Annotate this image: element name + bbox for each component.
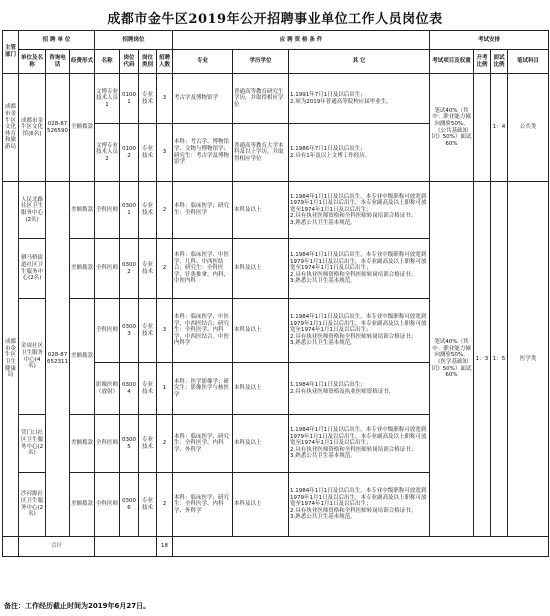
post-name-cell: 全科医师 bbox=[95, 415, 120, 473]
page-title: 成都市金牛区2019年公开招聘事业单位工作人员岗位表 bbox=[107, 12, 443, 27]
post-code-cell: 03006 bbox=[120, 473, 139, 537]
subject-cell: 医学类 bbox=[508, 182, 549, 537]
dept-cell: 成都市金牛区文化体育和旅游局 bbox=[3, 74, 19, 182]
edu-cell: 普通高等教育研究生学历，并取得相应学位 bbox=[233, 74, 289, 124]
header-fund: 经费形式 bbox=[70, 50, 95, 74]
post-code-cell: 03004 bbox=[120, 363, 139, 415]
header-dept: 主管部门 bbox=[3, 31, 19, 74]
header-post-type: 岗位类别 bbox=[139, 50, 157, 74]
major-cell: 本科：临床医学、中医学、中西医结合；研究生：全科医学、内科学、中西医结合、中医内科学 bbox=[173, 299, 233, 363]
post-code-cell: 03003 bbox=[120, 299, 139, 363]
post-type-cell: 专业技术 bbox=[139, 363, 157, 415]
post-type-cell: 专业技术 bbox=[139, 299, 157, 363]
count-cell: 3 bbox=[157, 124, 173, 182]
header-ratio1: 开考比例 bbox=[474, 50, 491, 74]
post-type-cell: 专业技术 bbox=[139, 124, 157, 182]
fund-cell: 差额拨款 bbox=[70, 299, 95, 415]
other-cell: 1.1984年1月1日及以后出生，本专业中级职称可放宽到1979年1月1日及以后出生，本专业副高及以上职称可放宽至1974年1月1日及以后出生； 2.具有执业医师资格和全科医师转岗培训合格证书； 3.熟悉公共卫生基本规范。 bbox=[289, 299, 430, 363]
count-cell: 2 bbox=[157, 473, 173, 537]
subject-cell: 公共类 bbox=[508, 74, 549, 182]
count-cell: 3 bbox=[157, 299, 173, 363]
post-code-cell: 01002 bbox=[120, 124, 139, 182]
fund-cell: 差额拨款 bbox=[70, 239, 95, 299]
fund-cell: 全额拨款 bbox=[70, 74, 95, 182]
count-cell: 1 bbox=[157, 363, 173, 415]
ratio2-cell: 1：4 bbox=[491, 74, 508, 182]
ratio1-cell bbox=[474, 74, 491, 182]
table-row bbox=[3, 182, 549, 239]
header-qualifications: 应 聘 资 格 条 件 bbox=[173, 31, 430, 50]
unit-cell: 金周社区卫生服务中心(4名) bbox=[19, 299, 46, 415]
header-recruit-post: 招聘岗位 bbox=[95, 31, 173, 50]
unit-cell: 沙河源社区卫生服务中心(2名) bbox=[19, 473, 46, 537]
post-code-cell: 03005 bbox=[120, 415, 139, 473]
major-cell: 本科：临床医学；研究生：全科医学 bbox=[173, 182, 233, 239]
post-type-cell: 专业技术 bbox=[139, 239, 157, 299]
unit-cell: 营门口社区卫生服务中心(2名) bbox=[19, 415, 46, 473]
other-cell: 1.1984年1月1日及以后出生，本专业中级职称可放宽到1979年1月1日及以后出生，本专业副高及以上职称可放宽至1974年1月1日及以后出生； 2.具有执业医师资格和全科医师转岗培训合格证书； 3.熟悉公共卫生基本规范。 bbox=[289, 473, 430, 537]
table-row bbox=[3, 74, 549, 124]
header-post-name: 名称 bbox=[95, 50, 120, 74]
header-phone: 咨询电话 bbox=[46, 50, 70, 74]
post-type-cell: 专业技术 bbox=[139, 74, 157, 124]
header-subject: 笔试科目 bbox=[508, 50, 549, 74]
post-name-cell: 影像医师（放射） bbox=[95, 363, 120, 415]
total-count: 18 bbox=[157, 537, 173, 557]
header-count: 招聘人数 bbox=[157, 50, 173, 74]
major-cell: 本科：医学影像学；研究生：影像医学与核医学 bbox=[173, 363, 233, 415]
post-name-cell: 文博专业技术人员1 bbox=[95, 74, 120, 124]
other-cell: 1.1991年7月1日及以后出生； 2.须为2019年普通高等院校应届毕业生。 bbox=[289, 74, 430, 124]
other-cell: 1.1984年1月1日及以后出生，本专业中级职称可放宽到1979年1月1日及以后出生，本专业副高及以上职称可放宽至1974年1月1日及以后出生； 2.具有执业医师资格和全科医师转岗培训合格证书； 3.熟悉公共卫生基本规范。 bbox=[289, 182, 430, 239]
header-edu: 学历学位 bbox=[233, 50, 289, 74]
edu-cell: 本科及以上 bbox=[233, 299, 289, 363]
unit-cell: 人民北路社区卫生服务中心(2名) bbox=[19, 182, 46, 239]
exam-cell: 笔试40%（其中：职业能力倾向测验50%，《医学基础知识》50%）面试60% bbox=[430, 182, 474, 537]
count-cell: 2 bbox=[157, 415, 173, 473]
major-cell: 本科：临床医学；研究生：全科医学、内科学、外科学 bbox=[173, 473, 233, 537]
header-ratio2: 面试比例 bbox=[491, 50, 508, 74]
post-name-cell: 全科医师 bbox=[95, 299, 120, 363]
count-cell: 2 bbox=[157, 239, 173, 299]
header-recruit-unit: 招 聘 单 位 bbox=[19, 31, 95, 50]
post-name-cell: 全科医师 bbox=[95, 239, 120, 299]
edu-cell: 本科及以上 bbox=[233, 415, 289, 473]
ratio2-cell: 1：5 bbox=[491, 182, 508, 537]
edu-cell: 普通高等教育大学本科及以上学历，并取得相应学位 bbox=[233, 124, 289, 182]
post-name-cell: 全科医师 bbox=[95, 182, 120, 239]
other-cell: 1.1986年7月1日及以后出生； 2.具有1年及以上文博工作经历。 bbox=[289, 124, 430, 182]
post-name-cell: 全科医师 bbox=[95, 473, 120, 537]
position-table bbox=[2, 30, 549, 557]
unit-cell: 驷马桥街道社区卫生服务中心(2名) bbox=[19, 239, 46, 299]
phone-cell: 028-87652311 bbox=[46, 182, 70, 537]
other-cell: 1.1984年1月1日及以后出生； 2.具有执业医师资格及执业医师资格证书。 bbox=[289, 363, 430, 415]
post-type-cell: 专业技术 bbox=[139, 182, 157, 239]
post-code-cell: 01001 bbox=[120, 74, 139, 124]
edu-cell: 本科及以上 bbox=[233, 473, 289, 537]
major-cell: 本科：临床医学；研究生：全科医学、内科学、外科学 bbox=[173, 415, 233, 473]
post-type-cell: 专业技术 bbox=[139, 473, 157, 537]
dept-cell: 成都市金牛区卫生健康局 bbox=[3, 182, 19, 537]
header-major: 专业 bbox=[173, 50, 233, 74]
major-cell: 本科：临床医学、中医学、儿科、中西医结合；研究生：全科医学、针灸推拿、内科、中医内科 bbox=[173, 239, 233, 299]
header-unit-name: 单位及名称 bbox=[19, 50, 46, 74]
other-cell: 1.1984年1月1日及以后出生，本专业中级职称可放宽到1979年1月1日及以后出生，本专业副高及以上职称可放宽至1974年1月1日及以后出生； 2.具有执业医师资格和全科医师转岗培训合格证书； 3.熟悉公共卫生基本规范。 bbox=[289, 239, 430, 299]
post-type-cell: 专业技术 bbox=[139, 415, 157, 473]
edu-cell: 本科及以上 bbox=[233, 363, 289, 415]
footnote: 备注：工作经历截止时间为2019年6月27日。 bbox=[4, 602, 151, 610]
total-row bbox=[3, 537, 549, 557]
ratio1-cell: 1：3 bbox=[474, 182, 491, 537]
header-post-code: 岗位代码 bbox=[120, 50, 139, 74]
count-cell: 3 bbox=[157, 74, 173, 124]
header-exam-subject: 考试项目及权重 bbox=[430, 50, 474, 74]
phone-cell: 028-87526590 bbox=[46, 74, 70, 182]
post-code-cell: 03002 bbox=[120, 239, 139, 299]
major-cell: 本科：考古学、博物馆学、文物与博物馆学；研究生：考古学及博物馆学 bbox=[173, 124, 233, 182]
fund-cell: 差额拨款 bbox=[70, 182, 95, 239]
exam-cell: 笔试40%（其中：职业能力倾向测验50%，《公共基础知识》50%）面试60% bbox=[430, 74, 474, 182]
fund-cell: 差额拨款 bbox=[70, 415, 95, 473]
post-code-cell: 03001 bbox=[120, 182, 139, 239]
count-cell: 2 bbox=[157, 182, 173, 239]
header-other: 其 它 bbox=[289, 50, 430, 74]
other-cell: 1.1984年1月1日及以后出生，本专业中级职称可放宽到1979年1月1日及以后出生，本专业副高及以上职称可放宽至1974年1月1日及以后出生； 2.具有执业医师资格和全科医师转岗培训合格证书； 3.熟悉公共卫生基本规范。 bbox=[289, 415, 430, 473]
total-label: 合计 bbox=[19, 537, 95, 557]
edu-cell: 本科及以上 bbox=[233, 182, 289, 239]
post-name-cell: 文博专业技术人员2 bbox=[95, 124, 120, 182]
major-cell: 考古学及博物馆学 bbox=[173, 74, 233, 124]
fund-cell: 差额拨款 bbox=[70, 473, 95, 537]
edu-cell: 本科及以上 bbox=[233, 239, 289, 299]
header-exam: 考试安排 bbox=[430, 31, 549, 50]
unit-cell: 成都市金牛区文化馆(6名) bbox=[19, 74, 46, 182]
